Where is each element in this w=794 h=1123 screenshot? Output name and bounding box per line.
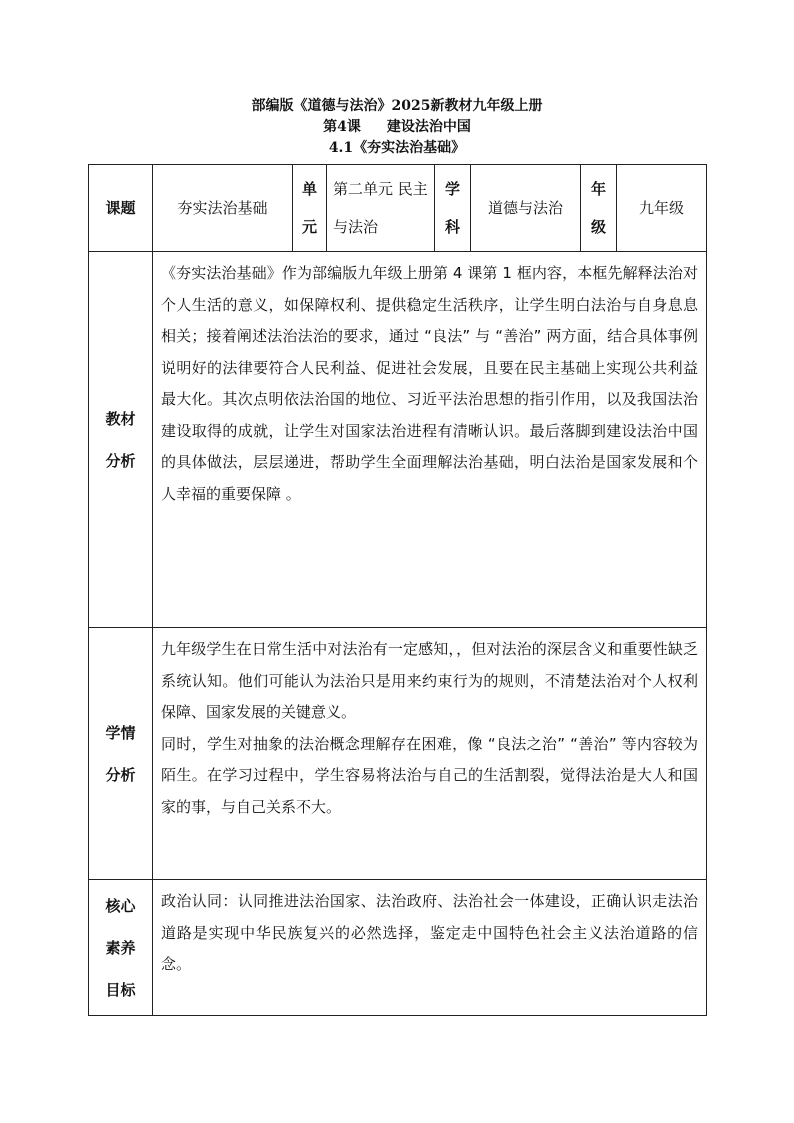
lesson-plan-table bbox=[88, 164, 707, 1016]
learner-analysis-cell bbox=[153, 628, 707, 880]
unit-value: 第二单元 民主与法治 bbox=[327, 165, 435, 252]
lesson-name: 建设法治中国 bbox=[386, 119, 471, 135]
lesson-line bbox=[0, 117, 794, 138]
lesson-number: 第4课 bbox=[323, 119, 361, 135]
learner-analysis-para-2: 同时，学生对抽象的法治概念理解存在困难，像 “良法之治” “善治” 等内容较为陌生。在学习过程中，学生容易将法治与自己的生活割裂，觉得法治是大人和国家的事，与自己关系不大。 bbox=[161, 734, 698, 816]
textbook-analysis-label: 教材分析 bbox=[89, 252, 153, 628]
topic-value: 夯实法治基础 bbox=[153, 165, 293, 252]
page-header bbox=[0, 96, 794, 159]
textbook-analysis-text: 《夯实法治基础》作为部编版九年级上册第 4 课第 1 框内容，本框先解释法治对个人生活的意义，如保障权利、提供稳定生活秩序，让学生明白法治与自身息息相关；接着阐述法治法治的要求，通过 “良法” 与 “善治” 两方面，结合具体事例说明好的法律要符合人民利益、促进社会发展，且要在民主基础上实现公共利益最大化。其次点明依法治国的地位、习近平法治思想的指引作用，以及我国法治建设取得的成就，让学生对国家法治进程有清晰认识。最后落脚到建设法治中国的具体做法，层层递进，帮助学生全面理解法治基础，明白法治是国家发展和个人幸福的重要保障 。 bbox=[153, 252, 707, 628]
subject-label: 学科 bbox=[435, 165, 471, 252]
core-goals-text: 政治认同：认同推进法治国家、法治政府、法治社会一体建设，正确认识走法治道路是实现中华民族复兴的必然选择，鉴定走中国特色社会主义法治道路的信念。 bbox=[153, 880, 707, 1016]
section-title: 4.1《夯实法治基础》 bbox=[328, 140, 466, 156]
grade-label: 年级 bbox=[581, 165, 617, 252]
info-row bbox=[89, 165, 707, 252]
document-title: 部编版《道德与法治》2025新教材九年级上册 bbox=[251, 98, 543, 114]
unit-label: 单元 bbox=[293, 165, 327, 252]
textbook-analysis-row bbox=[89, 252, 707, 628]
learner-analysis-label: 学情分析 bbox=[89, 628, 153, 880]
core-goals-row bbox=[89, 880, 707, 1016]
topic-label: 课题 bbox=[89, 165, 153, 252]
core-goals-label: 核心素养目标 bbox=[89, 880, 153, 1016]
subject-value: 道德与法治 bbox=[471, 165, 581, 252]
learner-analysis-para-1: 九年级学生在日常生活中对法治有一定感知，，但对法治的深层含义和重要性缺乏系统认知。他们可能认为法治只是用来约束行为的规则，不清楚法治对个人权利保障、国家发展的关键意义。 bbox=[161, 640, 698, 721]
grade-value: 九年级 bbox=[617, 165, 707, 252]
learner-analysis-row bbox=[89, 628, 707, 880]
